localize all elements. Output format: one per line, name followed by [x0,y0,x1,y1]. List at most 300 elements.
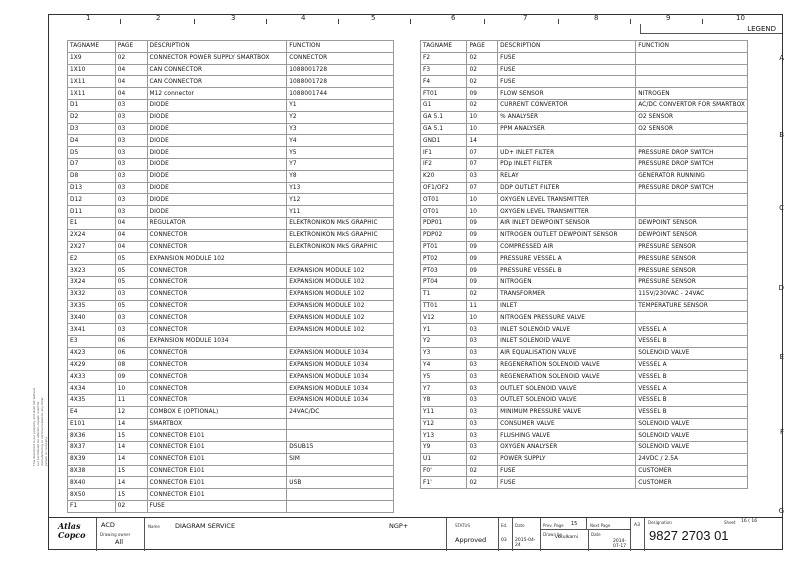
cell-page: 09 [467,217,498,229]
table-row [421,123,748,135]
cell-tagname: D11 [68,206,116,218]
cell-page: 03 [115,135,147,147]
table-row [68,335,394,347]
table-row [68,312,394,324]
drawn-date-value: 2014-07-17 [613,539,627,549]
cell-tagname: 1X9 [68,52,116,64]
company-cell [96,518,144,551]
cell-tagname: 8X50 [68,489,116,501]
cell-page: 06 [115,347,147,359]
header-page: PAGE [115,41,147,53]
cell-tagname: E3 [68,335,116,347]
cell-page: 03 [115,123,147,135]
cell-tagname: IF2 [421,158,467,170]
cell-description: MINIMUM PRESSURE VALVE [498,406,636,418]
table-row [68,465,394,477]
next-page-cell [586,518,630,529]
cell-page: 08 [115,359,147,371]
format-cell [630,518,644,551]
table-row [68,371,394,383]
drawn-by-label: Drawn by [543,532,563,537]
cell-tagname: D2 [68,111,116,123]
cell-function: EXPANSION MODULE 1034 [287,394,394,406]
header-function: FUNCTION [287,41,394,53]
cell-page: 10 [467,206,498,218]
cell-function: SIM [287,453,394,465]
cell-function [636,312,748,324]
drawing-owner-label: Drawing owner [100,532,131,537]
table-row [421,442,748,454]
cell-description: TRANSFORMER [498,288,636,300]
cell-function: CUSTOMER [636,477,748,489]
cell-tagname: 2X27 [68,241,116,253]
table-header [68,41,394,53]
col-label: 4 [301,14,306,22]
cell-page: 10 [115,383,147,395]
cell-description: DIODE [147,147,287,159]
drawing-name: DIAGRAM SERVICE [175,522,236,530]
table-row [421,194,748,206]
cell-function: Y8 [287,170,394,182]
title-block [48,517,783,551]
table-row [68,64,394,76]
table-row [68,430,394,442]
cell-description: RELAY [498,170,636,182]
cell-page: 14 [115,453,147,465]
cell-function: EXPANSION MODULE 102 [287,276,394,288]
cell-tagname: Y8 [421,394,467,406]
cell-tagname: D13 [68,182,116,194]
date-cell [512,518,540,551]
table-row [68,52,394,64]
cell-function: Y3 [287,123,394,135]
cell-page: 14 [115,442,147,454]
cell-description: FLUSHING VALVE [498,430,636,442]
table-row [68,501,394,513]
cell-page: 03 [115,312,147,324]
sheet-format: A3 [634,523,640,528]
cell-function: SOLENOID VALVE [636,442,748,454]
cell-function: EXPANSION MODULE 1034 [287,347,394,359]
table-row [68,123,394,135]
cell-description: AIR EQUALISATION VALVE [498,347,636,359]
cell-page: 03 [467,371,498,383]
cell-tagname: 8X40 [68,477,116,489]
cell-description: CONNECTOR E101 [147,477,287,489]
cell-page: 06 [115,335,147,347]
table-row [68,135,394,147]
cell-tagname: PT03 [421,265,467,277]
table-row [421,453,748,465]
cell-tagname: PT04 [421,276,467,288]
cell-page: 04 [115,229,147,241]
table-row [421,430,748,442]
cell-tagname: D3 [68,123,116,135]
cell-page: 03 [115,206,147,218]
cell-tagname: E2 [68,253,116,265]
cell-tagname: D7 [68,158,116,170]
cell-description: EXPANSION MODULE 1034 [147,335,287,347]
drawn-by-value: vkkulkarni [555,535,578,540]
cell-page: 03 [115,170,147,182]
cell-tagname: TT01 [421,300,467,312]
prev-page-label: Prev. Page [543,523,564,528]
cell-function: VESSEL B [636,335,748,347]
cell-description: POWER SUPPLY [498,453,636,465]
cell-page: 04 [115,217,147,229]
cell-page: 09 [467,253,498,265]
col-label: 10 [736,14,745,22]
left-tag-table [67,40,394,513]
cell-function: EXPANSION MODULE 102 [287,312,394,324]
cell-tagname: Y12 [421,418,467,430]
cell-page: 02 [467,465,498,477]
header-description: DESCRIPTION [147,41,287,53]
cell-description: FUSE [498,52,636,64]
cell-page: 10 [467,194,498,206]
cell-tagname: F3 [421,64,467,76]
table-row [421,111,748,123]
cell-description: CONNECTOR [147,394,287,406]
header-function: FUNCTION [636,41,748,53]
cell-tagname: E101 [68,418,116,430]
cell-description: PRESSURE VESSEL B [498,265,636,277]
table-row [421,394,748,406]
cell-description: COMBOX E (OPTIONAL) [147,406,287,418]
col-label: 9 [666,14,671,22]
cell-page: 11 [467,300,498,312]
table-row [421,288,748,300]
cell-description: REGENERATION SOLENOID VALVE [498,359,636,371]
cell-tagname: D1 [68,99,116,111]
cell-page: 03 [467,406,498,418]
cell-tagname: D4 [68,135,116,147]
table-row [421,359,748,371]
table-row [421,477,748,489]
cell-page: 15 [115,489,147,501]
cell-description: DIODE [147,111,287,123]
cell-function: EXPANSION MODULE 102 [287,300,394,312]
cell-tagname: Y7 [421,383,467,395]
cell-tagname: 4X23 [68,347,116,359]
table-row [68,147,394,159]
product-name: NGP+ [389,522,409,530]
cell-description: OUTLET SOLENOID VALVE [498,383,636,395]
cell-tagname: G1 [421,99,467,111]
cell-page: 02 [467,288,498,300]
table-row [421,217,748,229]
table-row [421,88,748,100]
cell-description: EXPANSION MODULE 102 [147,253,287,265]
cell-function: VESSEL A [636,383,748,395]
cell-description: DIODE [147,194,287,206]
cell-description: COMPRESSED AIR [498,241,636,253]
table-row [421,418,748,430]
cell-description: DIODE [147,123,287,135]
cell-page: 02 [467,76,498,88]
drawing-owner: All [115,538,124,546]
cell-tagname: 8X37 [68,442,116,454]
cell-function: PRESSURE SENSOR [636,265,748,277]
cell-page: 15 [115,465,147,477]
cell-function: AC/DC CONVERTOR FOR SMARTBOX [636,99,748,111]
header-description: DESCRIPTION [498,41,636,53]
cell-tagname: 2X24 [68,229,116,241]
cell-page: 09 [467,276,498,288]
cell-description: PPM ANALYSER [498,123,636,135]
cell-description: CURRENT CONVERTOR [498,99,636,111]
cell-page: 09 [467,265,498,277]
cell-function: 24VDC / 2.5A [636,453,748,465]
logo-cell [48,518,96,551]
cell-function: EXPANSION MODULE 102 [287,324,394,336]
status-label: STATUS [455,523,471,528]
row-label: F [779,428,784,436]
table-row [421,347,748,359]
header-tagname: TAGNAME [68,41,116,53]
cell-page: 04 [115,64,147,76]
cell-tagname: Y5 [421,371,467,383]
cell-function: 24VAC/DC [287,406,394,418]
cell-page: 03 [115,182,147,194]
cell-description: AIR INLET DEWPOINT SENSOR [498,217,636,229]
table-row [421,206,748,218]
cell-tagname: Y11 [421,406,467,418]
cell-function: 1088001744 [287,88,394,100]
cell-page: 03 [467,383,498,395]
cell-description: CONNECTOR [147,276,287,288]
date-label: Date [515,523,525,528]
table-row [421,312,748,324]
column-ruler [48,14,783,24]
date-value: 2015-04-24 [515,538,536,548]
cell-function [636,52,748,64]
cell-page: 03 [467,335,498,347]
table-row [421,265,748,277]
cell-tagname: GA 5.1 [421,123,467,135]
legend-header: LEGEND [640,24,782,34]
cell-description: CONNECTOR E101 [147,465,287,477]
cell-page: 03 [115,111,147,123]
cell-page: 09 [467,88,498,100]
cell-function [636,206,748,218]
cell-page: 03 [115,147,147,159]
table-row [68,359,394,371]
drawn-date-cell [588,529,630,551]
cell-function: VESSEL A [636,324,748,336]
table-row [421,383,748,395]
cell-tagname: 4X33 [68,371,116,383]
cell-function: VESSEL A [636,359,748,371]
cell-function: O2 SENSOR [636,111,748,123]
cell-tagname: IF1 [421,147,467,159]
cell-tagname: Y3 [421,347,467,359]
cell-page: 07 [467,158,498,170]
edition-label: Ed. [501,523,508,528]
cell-page: 03 [467,418,498,430]
cell-tagname: D8 [68,170,116,182]
cell-description: DIODE [147,170,287,182]
cell-function [287,418,394,430]
drawn-by-cell [540,529,588,551]
table-row [68,276,394,288]
cell-description: M12 connector [147,88,287,100]
cell-description: OXYGEN LEVEL TRANSMITTER [498,206,636,218]
cell-tagname: GND1 [421,135,467,147]
row-label: B [779,131,784,139]
cell-tagname: 1X11 [68,76,116,88]
cell-description: REGULATOR [147,217,287,229]
cell-tagname: PT02 [421,253,467,265]
cell-tagname: Y1 [421,324,467,336]
next-page-label: Next Page [590,523,611,528]
cell-page: 03 [115,158,147,170]
table-row [421,147,748,159]
cell-description: CONNECTOR E101 [147,489,287,501]
cell-page: 05 [115,300,147,312]
cell-function: SOLENOID VALVE [636,418,748,430]
cell-tagname: 4X29 [68,359,116,371]
table-row [68,442,394,454]
status-value: Approved [455,536,487,544]
cell-page: 03 [467,324,498,336]
cell-page: 05 [115,265,147,277]
table-row [421,253,748,265]
cell-function: 1088001728 [287,76,394,88]
cell-page: 09 [467,229,498,241]
cell-function: Y13 [287,182,394,194]
cell-tagname: D5 [68,147,116,159]
table-row [421,324,748,336]
cell-function: VESSEL B [636,371,748,383]
cell-function [287,465,394,477]
cell-page: 09 [115,371,147,383]
cell-tagname: 1X10 [68,64,116,76]
cell-description: CONNECTOR [147,347,287,359]
cell-tagname: 3X41 [68,324,116,336]
cell-description: CONNECTOR [147,371,287,383]
cell-function [287,430,394,442]
cell-function: Y5 [287,147,394,159]
cell-description: CONNECTOR [147,229,287,241]
row-label: E [779,353,784,361]
cell-page: 03 [467,359,498,371]
table-row [421,170,748,182]
row-label: D [778,284,784,292]
cell-page: 10 [467,123,498,135]
cell-description: INLET SOLENOID VALVE [498,324,636,336]
cell-tagname: Y9 [421,442,467,454]
col-label: 1 [86,14,91,22]
cell-function: VESSEL B [636,394,748,406]
cell-tagname: GA 5.1 [421,111,467,123]
table-row [68,158,394,170]
cell-function: SOLENOID VALVE [636,430,748,442]
table-row [68,241,394,253]
cell-function: Y11 [287,206,394,218]
cell-description: CONNECTOR [147,288,287,300]
cell-page: 03 [467,347,498,359]
table-row [68,406,394,418]
cell-tagname: Y13 [421,430,467,442]
cell-function: Y12 [287,194,394,206]
cell-page: 04 [115,241,147,253]
row-label: C [779,204,784,212]
cell-function: ELEKTRONIKON MkS GRAPHIC [287,217,394,229]
cell-page: 04 [115,76,147,88]
cell-page: 05 [115,253,147,265]
cell-description: DDP OUTLET FILTER [498,182,636,194]
table-header [421,41,748,53]
cell-function: DEWPOINT SENSOR [636,217,748,229]
table-row [68,88,394,100]
cell-function: Y2 [287,111,394,123]
cell-description: CAN CONNECTOR [147,76,287,88]
cell-description: CONNECTOR [147,312,287,324]
cell-function: PRESSURE SENSOR [636,276,748,288]
cell-function: Y1 [287,99,394,111]
table-row [68,99,394,111]
cell-tagname: F1' [421,477,467,489]
table-row [68,206,394,218]
table-row [68,383,394,395]
table-row [68,489,394,501]
cell-tagname: OT01 [421,206,467,218]
cell-function [287,501,394,513]
cell-page: 03 [115,99,147,111]
copyright-note: This document is our property and shall not without our permission be altered, copied, used for manufacturing or communicated to any other person or company. [32,388,48,466]
cell-function: 115V/230VAC - 24VAC [636,288,748,300]
cell-page: 03 [467,430,498,442]
cell-page: 03 [115,288,147,300]
table-row [421,99,748,111]
cell-function: EXPANSION MODULE 102 [287,288,394,300]
cell-tagname: E1 [68,217,116,229]
row-ruler [773,14,783,514]
table-row [68,76,394,88]
table-row [421,158,748,170]
cell-tagname: PDP01 [421,217,467,229]
cell-function [636,76,748,88]
cell-tagname: 4X34 [68,383,116,395]
company-code: ACD [101,521,115,529]
cell-description: UD+ INLET FILTER [498,147,636,159]
col-label: 2 [156,14,161,22]
cell-tagname: FT01 [421,88,467,100]
cell-page: 03 [115,194,147,206]
cell-description [498,135,636,147]
name-label: Name [148,524,160,529]
cell-page: 14 [115,418,147,430]
cell-tagname: 3X35 [68,300,116,312]
cell-page: 02 [115,52,147,64]
status-cell [446,518,498,551]
cell-tagname: U1 [421,453,467,465]
cell-function [636,135,748,147]
cell-function: EXPANSION MODULE 102 [287,265,394,277]
cell-tagname: 8X39 [68,453,116,465]
cell-tagname: OF1/OF2 [421,182,467,194]
cell-tagname: F2 [421,52,467,64]
cell-description: CONNECTOR [147,265,287,277]
cell-tagname: 4X35 [68,394,116,406]
cell-function: ELEKTRONIKON MkS GRAPHIC [287,241,394,253]
cell-description: DIODE [147,99,287,111]
cell-page: 02 [467,99,498,111]
cell-description: FUSE [498,477,636,489]
cell-tagname: T1 [421,288,467,300]
table-row [68,453,394,465]
